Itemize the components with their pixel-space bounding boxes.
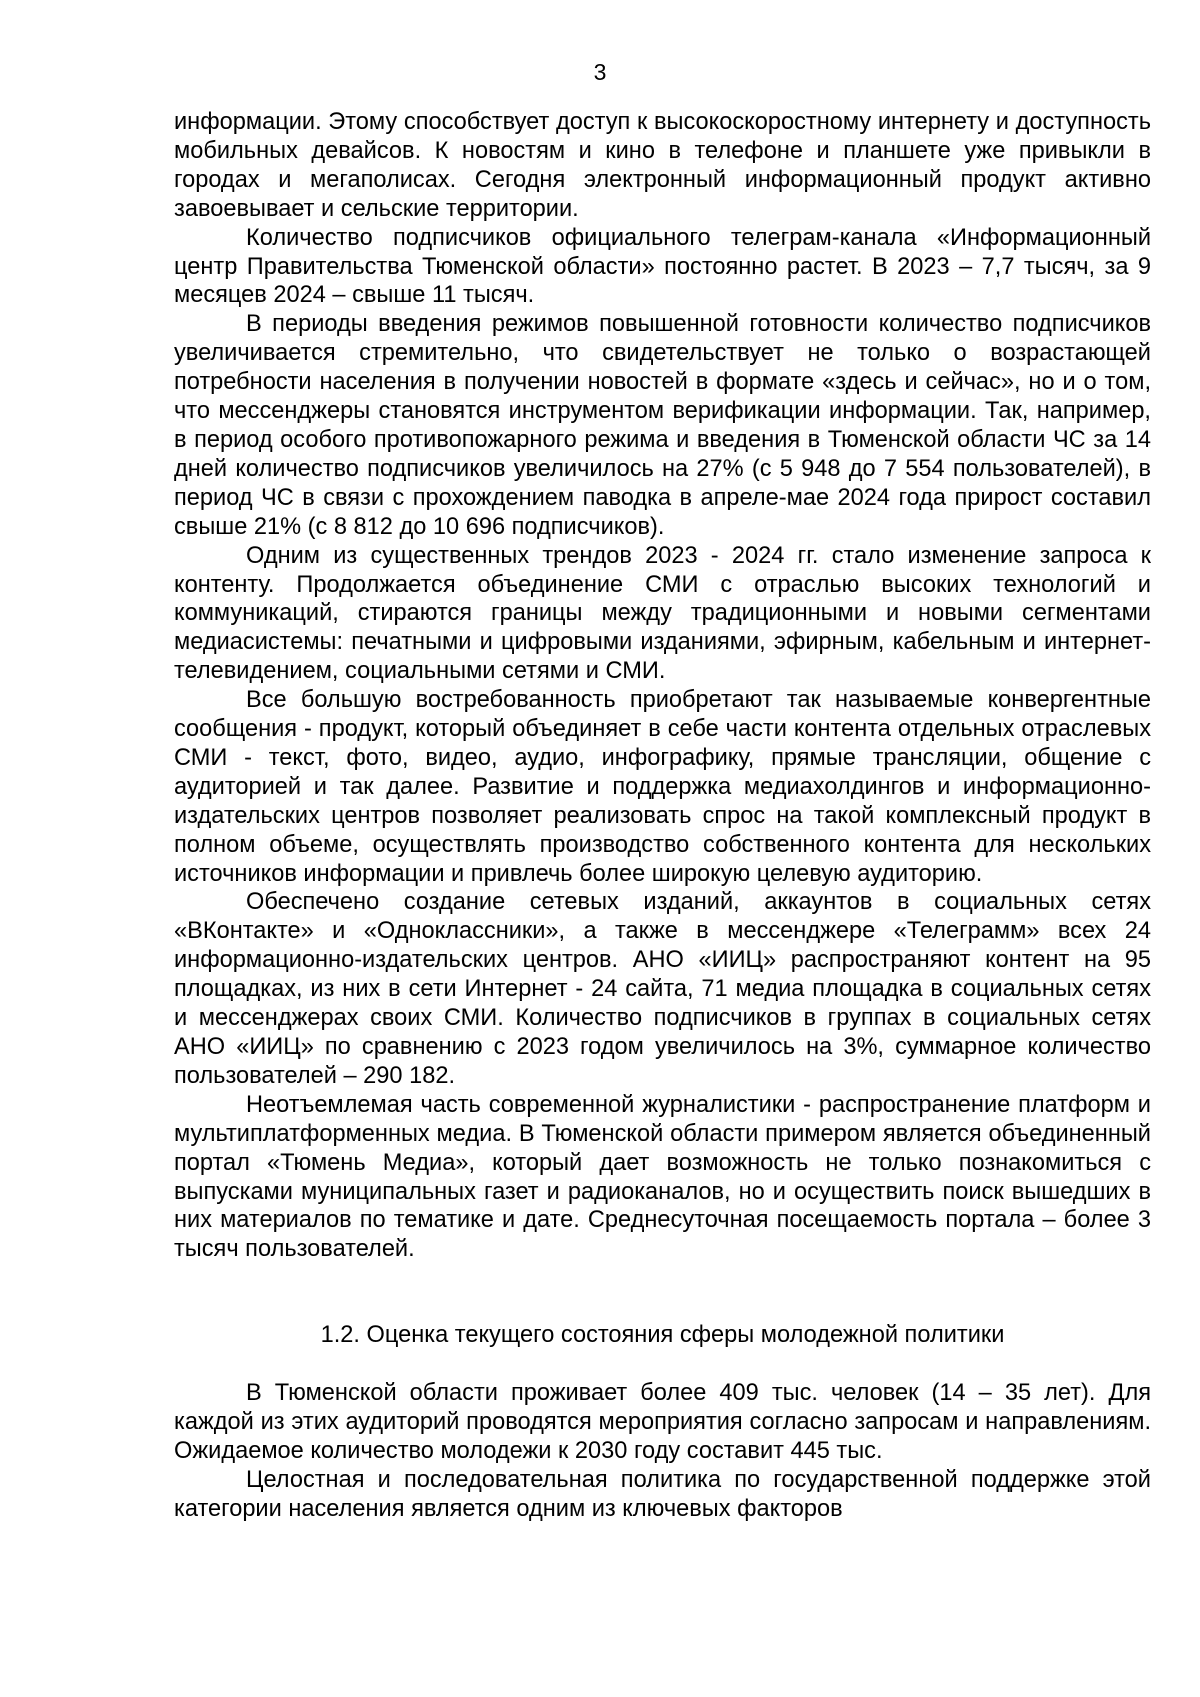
page-number: 3 [593,59,607,85]
spacer [174,1264,1151,1321]
paragraph-emergency-growth: В периоды введения режимов повышенной готовности количество подписчиков увеличивается стремительно, что свидетельствует не только о возрастающей потребности населения в получении новостей в формате «здесь и сейчас», но и о том, что мессенджеры становятся инструментом верификации информации. Так, например, в период особого противопожарного режима и введения в Тюменской области ЧС за 14 дней количество подписчиков увеличилось на 27% (с 5 948 до 7 554 пользователей), в период ЧС в связи с прохождением паводка в апреле-мае 2024 года прирост составил свыше 21% (с 8 812 до 10 696 подписчиков). [174,311,1151,540]
paragraph-network-publications: Обеспечено создание сетевых изданий, аккаунтов в социальных сетях «ВКонтакте» и «Одноклассники», а также в мессенджере «Телеграмм» всех 24 информационно-издательских центров. АНО «ИИЦ» распространяют контент на 95 площадках, из них в сети Интернет - 24 сайта, 71 медиа площадка в социальных сетях и мессенджерах своих СМИ. Количество подписчиков в группах в социальных сетях АНО «ИИЦ» по сравнению с 2023 годом увеличилось на 3%, суммарное количество пользователей – 290 182. [174,889,1151,1089]
document-body [174,108,1151,1524]
paragraph-continuation: информации. Этому способствует доступ к высокоскоростному интернету и доступность мобильных девайсов. К новостям и кино в телефоне и планшете уже привыкли в городах и мегаполисах. Сегодня электронный информационный продукт активно завоевывает и сельские территории. [174,109,1151,222]
spacer [174,1350,1151,1379]
paragraph-content-trends: Одним из существенных трендов 2023 - 2024 гг. стало изменение запроса к контенту. Продолжается объединение СМИ с отраслью высоких технологий и коммуникаций, стираются границы между традиционными и новыми сегментами медиасистемы: печатными и цифровыми изданиями, эфирным, кабельным и интернет-телевидением, социальными сетями и СМИ. [174,542,1151,685]
paragraph-convergent-messages: Все большую востребованность приобретают так называемые конвергентные сообщения - продукт, который объединяет в себе части контента отдельных отраслевых СМИ - текст, фото, видео, аудио, инфографику, прямые трансляции, общение с аудиторией и так далее. Развитие и поддержка медиахолдингов и информационно-издательских центров позволяет реализовать спрос на такой комплексный продукт в полном объеме, осуществлять производство собственного контента для нескольких источников информации и привлечь более широкую целевую аудиторию. [174,687,1151,887]
section-heading: 1.2. Оценка текущего состояния сферы молодежной политики [320,1322,1005,1349]
paragraph-multiplatform-media: Неотъемлемая часть современной журналистики - распространение платформ и мультиплатформенных медиа. В Тюменской области примером является объединенный портал «Тюмень Медиа», который дает возможность не только познакомиться с выпусками муниципальных газет и радиоканалов, но и осуществить поиск вышедших в них материалов по тематике и дате. Среднесуточная посещаемость портала – более 3 тысяч пользователей. [174,1091,1151,1263]
paragraph-youth-population: В Тюменской области проживает более 409 тыс. человек (14 – 35 лет). Для каждой из этих аудиторий проводятся мероприятия согласно запросам и направлениям. Ожидаемое количество молодежи к 2030 году составит 445 тыс. [174,1380,1151,1464]
paragraph-telegram-subscribers: Количество подписчиков официального телеграм-канала «Информационный центр Правительства Тюменской области» постоянно растет. В 2023 – 7,7 тысяч, за 9 месяцев 2024 – свыше 11 тысяч. [174,224,1151,309]
paragraph-youth-policy: Целостная и последовательная политика по государственной поддержке этой категории населения является одним из ключевых факторов [174,1466,1151,1522]
